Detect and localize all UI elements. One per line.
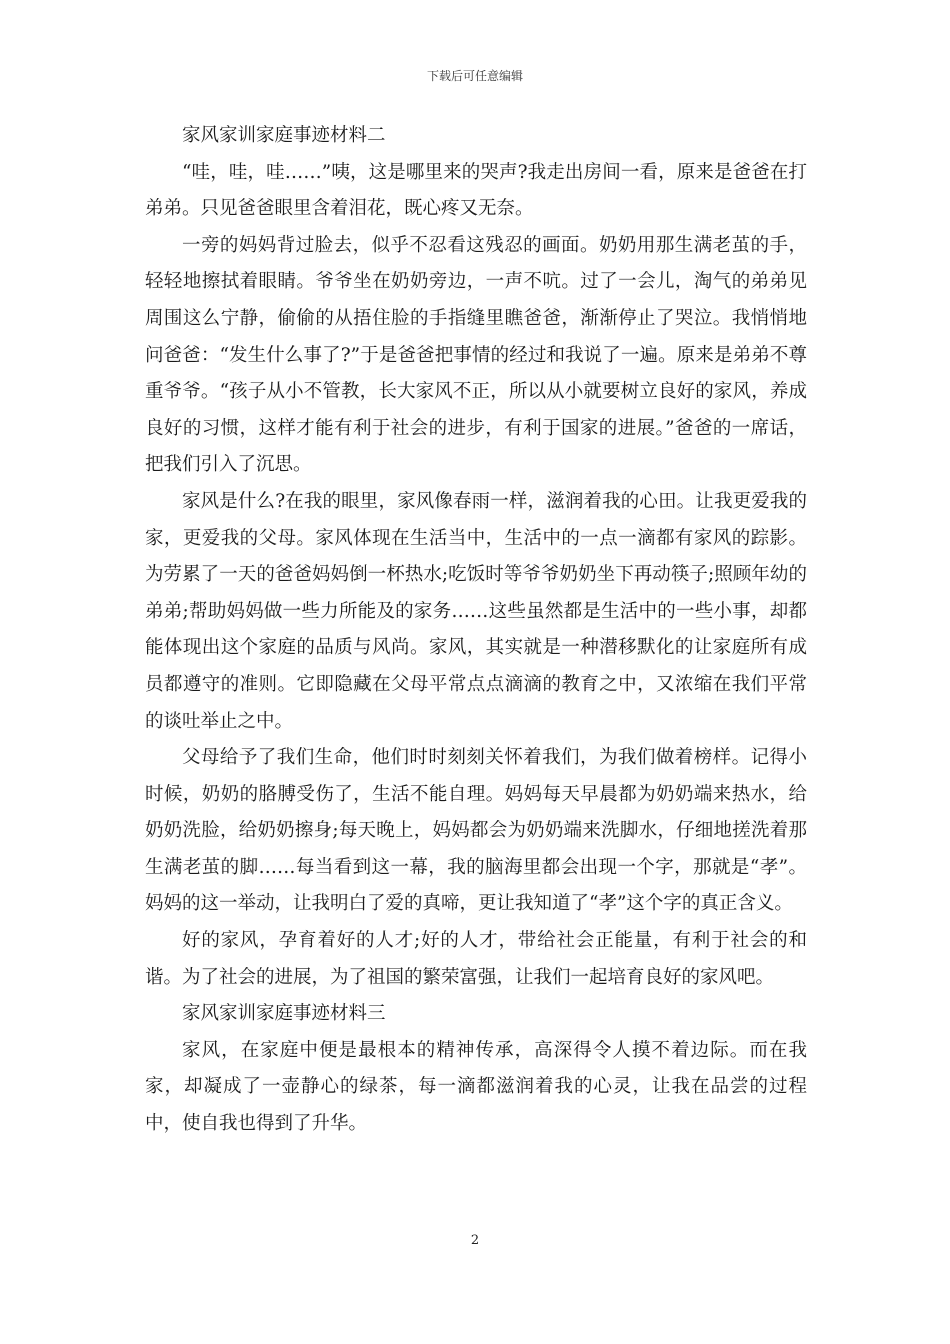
paragraph: “哇，哇，哇……”咦，这是哪里来的哭声?我走出房间一看，原来是爸爸在打弟弟。只见爸爸眼里含着泪花，既心疼又无奈。	[145, 161, 807, 220]
section-heading: 家风家训家庭事迹材料二	[182, 125, 386, 146]
paragraph: 一旁的妈妈背过脸去，似乎不忍看这残忍的画面。奶奶用那生满老茧的手，轻轻地擦拭着眼睛。爷爷坐在奶奶旁边，一声不吭。过了一会儿，淘气的弟弟见周围这么宁静，偷偷的从捂住脸的手指缝里瞧爸爸，渐渐停止了哭泣。我悄悄地问爸爸：“发生什么事了?”于是爸爸把事情的经过和我说了一遍。原来是弟弟不尊重爷爷。“孩子从小不管教，长大家风不正，所以从小就要树立良好的家风，养成良好的习惯，这样才能有利于社会的进步，有利于国家的进展。”爸爸的一席话，把我们引入了沉思。	[145, 234, 807, 476]
document-body	[145, 118, 807, 1143]
paragraph: 家风，在家庭中便是最根本的精神传承，高深得令人摸不着边际。而在我家，却凝成了一壶静心的绿茶，每一滴都滋润着我的心灵，让我在品尝的过程中，使自我也得到了升华。	[145, 1039, 807, 1135]
paragraph: 家风是什么?在我的眼里，家风像春雨一样，滋润着我的心田。让我更爱我的家，更爱我的父母。家风体现在生活当中，生活中的一点一滴都有家风的踪影。为劳累了一天的爸爸妈妈倒一杯热水;吃饭时等爷爷奶奶坐下再动筷子;照顾年幼的弟弟;帮助妈妈做一些力所能及的家务……这些虽然都是生活中的一些小事，却都能体现出这个家庭的品质与风尚。家风，其实就是一种潜移默化的让家庭所有成员都遵守的准则。它即隐藏在父母平常点点滴滴的教育之中，又浓缩在我们平常的谈吐举止之中。	[145, 490, 807, 732]
section-heading: 家风家训家庭事迹材料三	[182, 1003, 386, 1025]
page-header: 下载后可任意编辑	[426, 69, 523, 83]
paragraph: 父母给予了我们生命，他们时时刻刻关怀着我们，为我们做着榜样。记得小时候，奶奶的胳膊受伤了，生活不能自理。妈妈每天早晨都为奶奶端来热水，给奶奶洗脸，给奶奶擦身;每天晚上，妈妈都会为奶奶端来洗脚水，仔细地搓洗着那生满老茧的脚……每当看到这一幕，我的脑海里都会出现一个字，那就是“孝”。妈妈的这一举动，让我明白了爱的真啼，更让我知道了“孝”这个字的真正含义。	[145, 747, 807, 915]
paragraph: 好的家风，孕育着好的人才;好的人才，带给社会正能量，有利于社会的和谐。为了社会的进展，为了祖国的繁荣富强，让我们一起培育良好的家风吧。	[145, 930, 807, 988]
page-number: 2	[470, 1233, 480, 1248]
